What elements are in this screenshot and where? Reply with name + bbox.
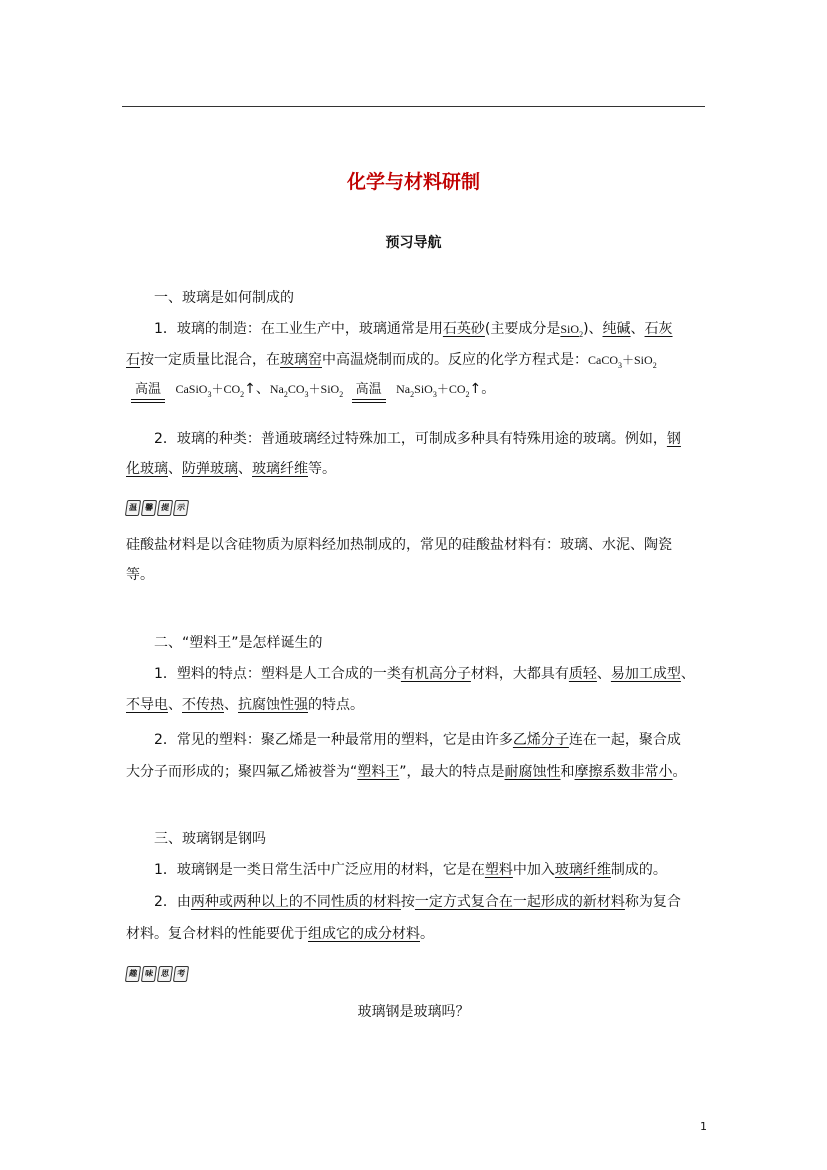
s1-p1-line2: 石按一定质量比混合，在玻璃窑中高温烧制而成的。反应的化学方程式是：CaCO$_3$＋SiO$_2$: [126, 352, 657, 370]
s1-p2-line1: 2．玻璃的种类：普通玻璃经过特殊加工，可制成多种具有特殊用途的玻璃。例如，钢: [154, 431, 681, 447]
gas-arrow: ↑: [469, 381, 482, 397]
s2-p2-line1: 2．常见的塑料：聚乙烯是一种最常用的塑料，它是由许多乙烯分子连在一起，聚合成: [154, 732, 681, 748]
page-number: 1: [700, 1120, 707, 1133]
question-text: 玻璃钢是玻璃吗？: [357, 1004, 470, 1020]
s2-p2-line2: 大分子而形成的；聚四氟乙烯被誉为“塑料王”，最大的特点是耐腐蚀性和摩擦系数非常小。: [126, 764, 687, 780]
tip-line-1: 硅酸盐材料是以含硅物质为原料经加热制成的，常见的硅酸盐材料有：玻璃、水泥、陶瓷: [126, 537, 672, 553]
s2-p1-line1: 1．塑料的特点：塑料是人工合成的一类有机高分子材料，大都具有质轻、易加工成型、: [154, 666, 695, 682]
gas-arrow: ↑: [244, 381, 256, 397]
s3-p2-line2: 材料。复合材料的性能要优于组成它的成分材料。: [126, 926, 434, 942]
reaction-condition-1: 高温: [131, 383, 165, 403]
header-rule: [122, 106, 705, 107]
section-1-heading: 一、玻璃是如何制成的: [154, 290, 294, 306]
warm-tip-badge: 温 馨 提 示: [126, 500, 188, 518]
s1-equation-line: 高温 $CaSiO_3+CO_2↑$、$Na_2CO_3+SiO_2$ 高温 $Na_2SiO_3+CO_2↑$。: [131, 378, 495, 403]
section-2-heading: 二、“塑料王”是怎样诞生的: [154, 635, 323, 651]
fun-thinking-badge: 趣 味 思 考: [126, 966, 188, 984]
s3-p2-line1: 2．由两种或两种以上的不同性质的材料按一定方式复合在一起形成的新材料称为复合: [154, 894, 681, 910]
s3-p1: 1．玻璃钢是一类日常生活中广泛应用的材料，它是在塑料中加入玻璃纤维制成的。: [154, 862, 667, 878]
page-title: 化学与材料研制: [346, 171, 480, 193]
section-3-heading: 三、玻璃钢是钢吗: [154, 831, 266, 847]
s2-p1-line2: 不导电、不传热、抗腐蚀性强的特点。: [126, 697, 364, 713]
section-subtitle: 预习导航: [385, 235, 442, 251]
s1-p2-line2: 化玻璃、防弹玻璃、玻璃纤维等。: [126, 461, 336, 477]
s1-p1-line1: 1．玻璃的制造：在工业生产中，玻璃通常是用石英砂(主要成分是SiO$_2$)、纯碱、石灰: [154, 321, 673, 339]
reaction-condition-2: 高温: [352, 383, 386, 403]
tip-line-2: 等。: [126, 567, 154, 583]
